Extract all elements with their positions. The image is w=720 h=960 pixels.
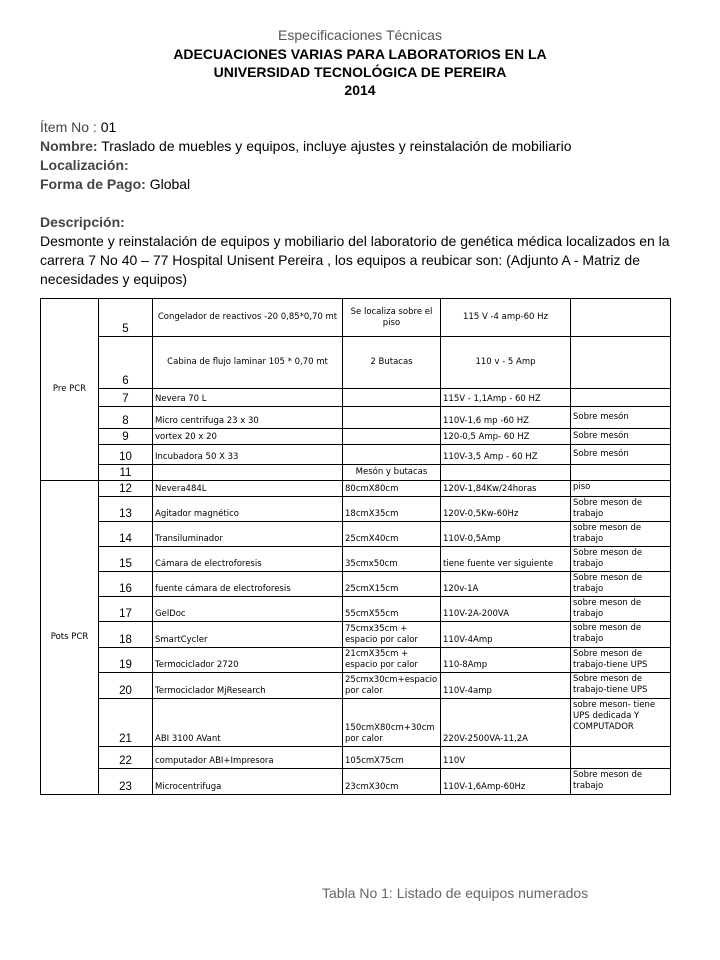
table-row	[41, 481, 671, 497]
equipment-size: 23cmX30cm	[343, 769, 441, 795]
equipment-name: Cabina de flujo laminar 105 * 0,70 mt	[153, 337, 343, 389]
table-row	[41, 407, 671, 429]
equipment-name: GelDoc	[153, 597, 343, 622]
equipment-size: 21cmX35cm + espacio por calor	[343, 648, 441, 673]
equipment-location	[571, 747, 671, 769]
equipment-name: Termociclador 2720	[153, 648, 343, 673]
equipment-number: 12	[99, 481, 153, 497]
equipment-location: Sobre meson de trabajo-tiene UPS	[571, 673, 671, 699]
spec-title: Especificaciones Técnicas	[278, 27, 442, 43]
equipment-number: 21	[99, 699, 153, 747]
equipment-number: 17	[99, 597, 153, 622]
description-label: Descripción:	[40, 214, 125, 230]
equipment-location: Sobre meson de trabajo	[571, 547, 671, 572]
equipment-power: 120V-0,5Kw-60Hz	[441, 497, 571, 522]
equipment-name: Termociclador MjResearch	[153, 673, 343, 699]
equipment-size: Se localiza sobre el piso	[343, 299, 441, 337]
table-row	[41, 622, 671, 648]
equipment-location: piso	[571, 481, 671, 497]
equipment-location: Sobre meson de trabajo	[571, 769, 671, 795]
equipment-number: 5	[99, 299, 153, 337]
equipment-power: 110V-4amp	[441, 673, 571, 699]
equipment-power: 110-8Amp	[441, 648, 571, 673]
name-label: Nombre:	[40, 138, 98, 154]
equipment-power: 110 v - 5 Amp	[441, 337, 571, 389]
equipment-location	[571, 465, 671, 481]
equipment-name	[153, 465, 343, 481]
table-row	[41, 465, 671, 481]
equipment-number: 14	[99, 522, 153, 547]
equipment-name: Congelador de reactivos -20 0,85*0,70 mt	[153, 299, 343, 337]
equipment-size	[343, 445, 441, 465]
equipment-name: Transiluminador	[153, 522, 343, 547]
payment-label: Forma de Pago:	[40, 176, 146, 192]
group-label-pre-pcr: Pre PCR	[41, 299, 99, 481]
equipment-size: 25cmX15cm	[343, 572, 441, 597]
equipment-location: Sobre meson de trabajo-tiene UPS	[571, 648, 671, 673]
equipment-number: 11	[99, 465, 153, 481]
description-text: Desmonte y reinstalación de equipos y mobiliario del laboratorio de genética médica localizados en la carrera 7 No 40 – 77 Hospital Unisent Pereira , los equipos a reubicar son: (Adjunto A - Matriz de necesidades y equipos)	[40, 233, 670, 287]
equipment-power: 110V	[441, 747, 571, 769]
equipment-number: 19	[99, 648, 153, 673]
equipment-name: Incubadora 50 X 33	[153, 445, 343, 465]
name-value: Traslado de muebles y equipos, incluye ajustes y reinstalación de mobiliario	[101, 138, 572, 154]
equipment-location: sobre meson de trabajo	[571, 622, 671, 648]
equipment-number: 15	[99, 547, 153, 572]
equipment-name: SmartCycler	[153, 622, 343, 648]
equipment-power: 110V-4Amp	[441, 622, 571, 648]
equipment-power: 115V - 1,1Amp - 60 HZ	[441, 389, 571, 407]
location-line	[40, 156, 700, 175]
item-value: 01	[100, 119, 117, 135]
project-title-line1: ADECUACIONES VARIAS PARA LABORATORIOS EN LA	[173, 46, 547, 62]
payment-line	[40, 175, 700, 194]
project-year: 2014	[344, 82, 376, 98]
equipment-location: Sobre mesón	[571, 445, 671, 465]
equipment-power: tiene fuente ver siguiente	[441, 547, 571, 572]
project-title-line2: UNIVERSIDAD TECNOLÓGICA DE PEREIRA	[213, 64, 507, 80]
equipment-power: 110V-1,6 mp -60 HZ	[441, 407, 571, 429]
table-row	[41, 445, 671, 465]
equipment-size: 18cmX35cm	[343, 497, 441, 522]
equipment-size	[343, 389, 441, 407]
table-row	[41, 497, 671, 522]
equipment-number: 6	[99, 337, 153, 389]
table-row	[41, 337, 671, 389]
table-row	[41, 429, 671, 445]
equipment-location: Sobre mesón	[571, 407, 671, 429]
equipment-name: computador ABI+Impresora	[153, 747, 343, 769]
equipment-location: Sobre meson de trabajo	[571, 572, 671, 597]
equipment-name: Cámara de electroforesis	[153, 547, 343, 572]
equipment-name: fuente cámara de electroforesis	[153, 572, 343, 597]
equipment-number: 20	[99, 673, 153, 699]
equipment-name: Agitador magnético	[153, 497, 343, 522]
table-row	[41, 572, 671, 597]
equipment-location	[571, 337, 671, 389]
equipment-power	[441, 465, 571, 481]
equipment-size: 150cmX80cm+30cm por calor	[343, 699, 441, 747]
table-row	[41, 747, 671, 769]
equipment-size: 55cmX55cm	[343, 597, 441, 622]
table-row	[41, 299, 671, 337]
equipment-power: 110V-1,6Amp-60Hz	[441, 769, 571, 795]
equipment-power: 220V-2500VA-11,2A	[441, 699, 571, 747]
equipment-size: Mesón y butacas	[343, 465, 441, 481]
equipment-size: 25cmX40cm	[343, 522, 441, 547]
equipment-size: 75cmx35cm + espacio por calor	[343, 622, 441, 648]
equipment-power: 110V-3,5 Amp - 60 HZ	[441, 445, 571, 465]
equipment-number: 10	[99, 445, 153, 465]
table-row	[41, 648, 671, 673]
equipment-name: Nevera484L	[153, 481, 343, 497]
equipment-power: 120-0,5 Amp- 60 HZ	[441, 429, 571, 445]
equipment-location: Sobre meson de trabajo	[571, 497, 671, 522]
item-number-line	[40, 118, 700, 137]
equipment-number: 7	[99, 389, 153, 407]
payment-value: Global	[149, 176, 191, 192]
equipment-table	[40, 298, 671, 795]
table-caption: Tabla No 1: Listado de equipos numerados	[322, 885, 589, 901]
description-label-line	[40, 213, 700, 232]
equipment-location: sobre meson de trabajo	[571, 597, 671, 622]
equipment-number: 23	[99, 769, 153, 795]
equipment-number: 18	[99, 622, 153, 648]
equipment-location	[571, 299, 671, 337]
equipment-name: Microcentrifuga	[153, 769, 343, 795]
table-row	[41, 673, 671, 699]
item-label: Ítem No :	[40, 119, 97, 135]
equipment-name: Micro centrifuga 23 x 30	[153, 407, 343, 429]
equipment-size: 25cmx30cm+espacio por calor	[343, 673, 441, 699]
equipment-location: sobre meson- tiene UPS dedicada Y COMPUTADOR	[571, 699, 671, 747]
equipment-number: 16	[99, 572, 153, 597]
equipment-power: 120v-1A	[441, 572, 571, 597]
equipment-power: 115 V -4 amp-60 Hz	[441, 299, 571, 337]
equipment-size: 35cmx50cm	[343, 547, 441, 572]
equipment-size: 80cmX80cm	[343, 481, 441, 497]
table-row	[41, 597, 671, 622]
equipment-number: 13	[99, 497, 153, 522]
item-name-line	[40, 137, 700, 156]
table-row	[41, 699, 671, 747]
equipment-name: vortex 20 x 20	[153, 429, 343, 445]
equipment-power: 110V-0,5Amp	[441, 522, 571, 547]
equipment-size: 105cmX75cm	[343, 747, 441, 769]
equipment-number: 9	[99, 429, 153, 445]
equipment-location: sobre meson de trabajo	[571, 522, 671, 547]
document-header	[0, 26, 720, 99]
table-row	[41, 389, 671, 407]
table-row	[41, 769, 671, 795]
equipment-power: 110V-2A-200VA	[441, 597, 571, 622]
group-label-pots-pcr: Pots PCR	[41, 481, 99, 795]
equipment-location: Sobre mesón	[571, 429, 671, 445]
equipment-size: 2 Butacas	[343, 337, 441, 389]
table-row	[41, 547, 671, 572]
table-row	[41, 522, 671, 547]
equipment-number: 22	[99, 747, 153, 769]
equipment-power: 120V-1,84Kw/24horas	[441, 481, 571, 497]
item-info	[40, 118, 700, 289]
equipment-size	[343, 429, 441, 445]
equipment-size	[343, 407, 441, 429]
equipment-name: ABI 3100 AVant	[153, 699, 343, 747]
location-label: Localización:	[40, 157, 129, 173]
equipment-name: Nevera 70 L	[153, 389, 343, 407]
equipment-number: 8	[99, 407, 153, 429]
equipment-location	[571, 389, 671, 407]
